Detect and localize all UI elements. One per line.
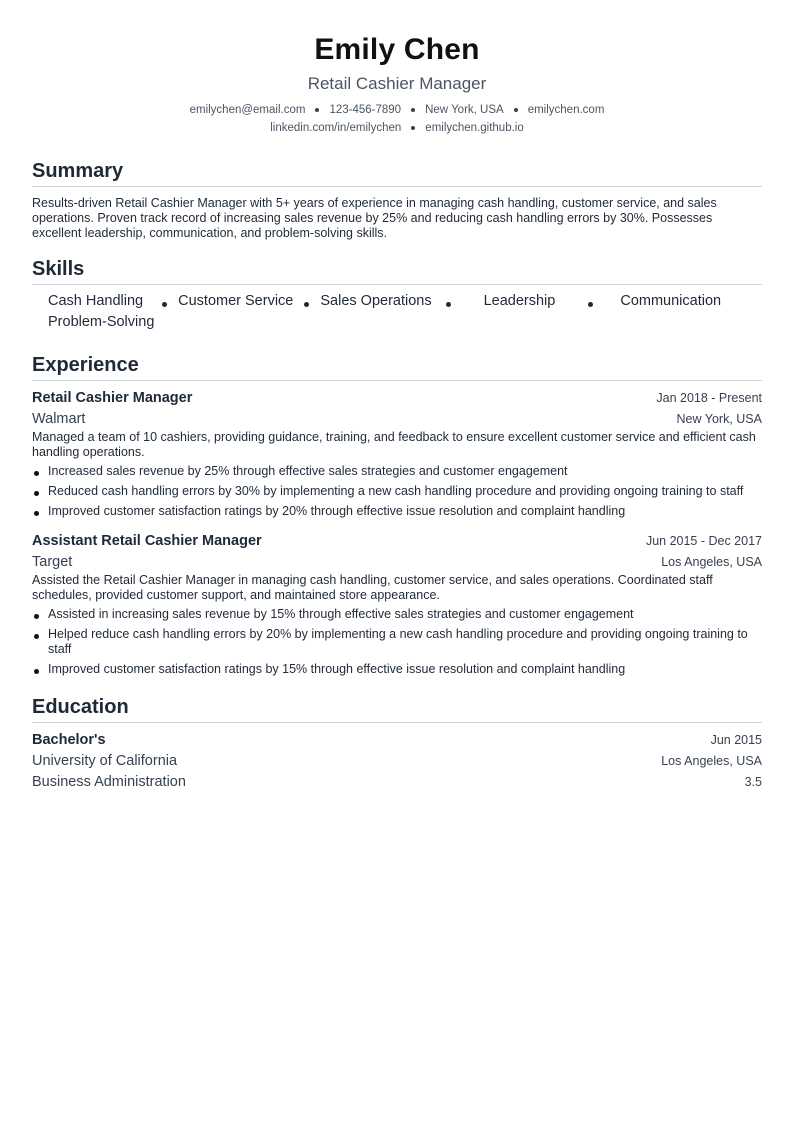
list-item: Helped reduce cash handling errors by 20% by implementing a new cash handling procedure and providing ongoing training to staff bbox=[32, 627, 762, 657]
contact-line-2 bbox=[32, 119, 762, 137]
separator-dot-icon bbox=[411, 126, 415, 130]
job-description: Assisted the Retail Cashier Manager in managing cash handling, customer service, and sales operations. Coordinated staff schedules, provided customer support, and maintained store appearance. bbox=[32, 573, 713, 602]
resume-header bbox=[32, 0, 762, 137]
bullet-dot-icon bbox=[304, 302, 309, 307]
job-company: Walmart bbox=[32, 411, 86, 427]
list-item: Reduced cash handling errors by 30% by implementing a new cash handling procedure and providing ongoing training to staff bbox=[32, 484, 762, 499]
job-achievements bbox=[32, 607, 762, 677]
skills-section bbox=[32, 257, 762, 333]
job-company: Target bbox=[32, 554, 73, 570]
experience-entry bbox=[32, 388, 762, 519]
job-title: Retail Cashier Manager bbox=[32, 390, 193, 406]
experience-entry bbox=[32, 531, 762, 677]
section-title-education: Education bbox=[32, 695, 762, 723]
degree: Bachelor's bbox=[32, 732, 106, 748]
section-title-experience: Experience bbox=[32, 353, 762, 381]
list-item: Improved customer satisfaction ratings by 20% through effective issue resolution and complaint handling bbox=[32, 504, 762, 519]
job-title: Assistant Retail Cashier Manager bbox=[32, 533, 262, 549]
skill-label: Cash Handling bbox=[48, 293, 144, 309]
education-date: Jun 2015 bbox=[710, 733, 762, 747]
job-location: Los Angeles, USA bbox=[661, 555, 762, 569]
school-name: University of California bbox=[32, 753, 178, 769]
skill-label: Problem-Solving bbox=[48, 314, 155, 330]
skill-item bbox=[484, 291, 621, 312]
skill-label: Sales Operations bbox=[320, 293, 432, 309]
summary-section bbox=[32, 159, 762, 241]
skill-label: Communication bbox=[620, 293, 722, 309]
skill-label: Customer Service bbox=[178, 293, 294, 309]
skill-label: Leadership bbox=[483, 293, 556, 309]
skill-item bbox=[48, 312, 154, 333]
contact-github[interactable]: emilychen.github.io bbox=[425, 122, 524, 134]
resume-page bbox=[32, 0, 762, 793]
job-achievements bbox=[32, 464, 762, 519]
skills-list bbox=[32, 291, 762, 333]
skill-item bbox=[48, 291, 178, 312]
contact-phone[interactable]: 123-456-7890 bbox=[329, 104, 402, 116]
contact-linkedin[interactable]: linkedin.com/in/emilychen bbox=[270, 122, 402, 134]
list-item: Improved customer satisfaction ratings by 15% through effective issue resolution and complaint handling bbox=[32, 662, 762, 677]
education-section bbox=[32, 695, 762, 793]
job-location: New York, USA bbox=[676, 412, 762, 426]
skill-item bbox=[178, 291, 320, 312]
candidate-name: Emily Chen bbox=[314, 33, 480, 66]
candidate-role: Retail Cashier Manager bbox=[307, 74, 487, 93]
bullet-dot-icon bbox=[162, 302, 167, 307]
separator-dot-icon bbox=[514, 108, 518, 112]
school-location: Los Angeles, USA bbox=[661, 754, 762, 768]
bullet-dot-icon bbox=[588, 302, 593, 307]
list-item: Increased sales revenue by 25% through effective sales strategies and customer engagement bbox=[32, 464, 762, 479]
summary-text: Results-driven Retail Cashier Manager with 5+ years of experience in managing cash handling, customer service, and sales operations. Proven track record of increasing sales revenue by 25% and reducing cash handling errors by 30%. Possesses excellent leadership, communication, and problem-solving skills. bbox=[32, 196, 717, 240]
education-entry bbox=[32, 730, 762, 793]
field-of-study: Business Administration bbox=[32, 774, 186, 790]
contact-location: New York, USA bbox=[425, 104, 504, 116]
skill-item bbox=[320, 291, 483, 312]
contact-line-1 bbox=[32, 101, 762, 119]
contact-website[interactable]: emilychen.com bbox=[527, 104, 605, 116]
contact-email[interactable]: emilychen@email.com bbox=[189, 104, 306, 116]
job-date: Jun 2015 - Dec 2017 bbox=[645, 534, 762, 548]
section-title-skills: Skills bbox=[32, 257, 762, 285]
skill-item bbox=[620, 291, 721, 312]
experience-section bbox=[32, 353, 762, 677]
bullet-dot-icon bbox=[446, 302, 451, 307]
job-date: Jan 2018 - Present bbox=[656, 391, 762, 405]
gpa: 3.5 bbox=[744, 775, 762, 789]
separator-dot-icon bbox=[411, 108, 415, 112]
list-item: Assisted in increasing sales revenue by 15% through effective sales strategies and customer engagement bbox=[32, 607, 762, 622]
separator-dot-icon bbox=[315, 108, 319, 112]
section-title-summary: Summary bbox=[32, 159, 762, 187]
job-description: Managed a team of 10 cashiers, providing guidance, training, and feedback to ensure excellent customer service and efficient cash handling operations. bbox=[32, 430, 756, 459]
